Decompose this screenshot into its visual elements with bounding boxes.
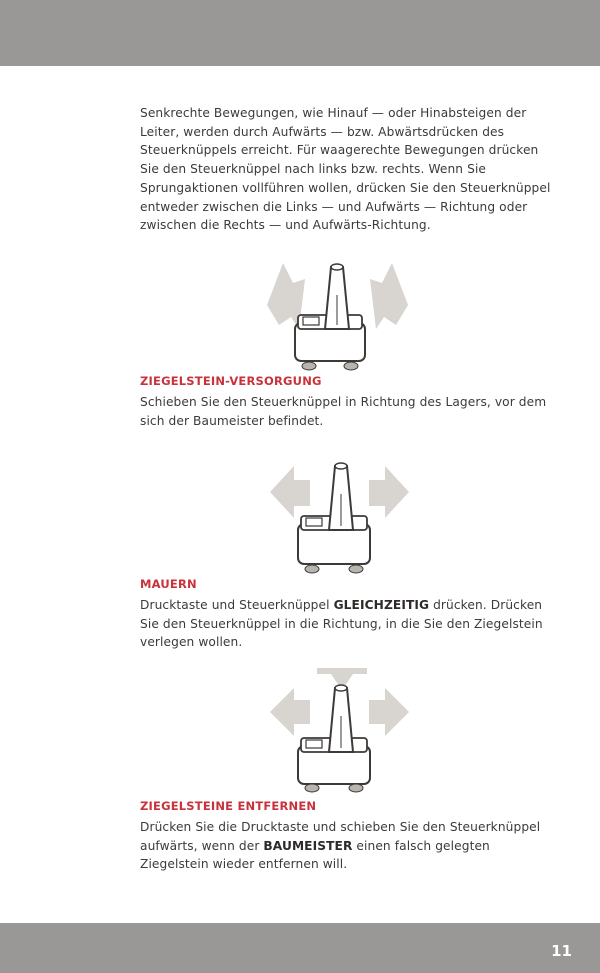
arrow-left-icon [270,688,310,736]
heading-ziegelsteine-entfernen: ZIEGELSTEINE ENTFERNEN [140,799,317,813]
paragraph-mauern: Drucktaste und Steuerknüppel GLEICHZEITIG drücken. Drücken Sie den Steuerknüppel in die Richtung, in die Sie den Ziegelstein verlegen wollen. [140,598,543,650]
joystick-icon [298,463,370,573]
joystick-illustration-2 [262,452,417,576]
intro-paragraph: Senkrechte Bewegungen, wie Hinauf — oder Hinabsteigen der Leiter, werden durch Aufwärts — bzw. Abwärtsdrücken des Steuerknüppels erreicht. Für waagerechte Bewegungen drücken Sie den Steuerknüppel nach links bzw. rechts. Wenn Sie Sprungaktionen vollführen wollen, drücken Sie den Steuerknüppel entweder zwischen die Links — und Aufwärts — Richtung oder zwischen die Rechts — und Aufwärts-Richtung. [140,106,551,233]
joystick-illustration-1 [255,255,420,373]
bottom-band [0,923,600,973]
joystick-illustration-3 [262,660,417,795]
emphasis-baumeister: BAUMEISTER [263,838,353,853]
paragraph-ziegelstein-versorgung: Schieben Sie den Steuerknüppel in Richtung des Lagers, vor dem sich der Baumeister befindet. [140,395,547,428]
top-band [0,0,600,66]
arrow-right-icon [369,466,409,518]
arrow-right-icon [369,688,409,736]
arrow-right-icon [370,263,408,329]
paragraph-ziegelsteine-entfernen: Drücken Sie die Drucktaste und schieben Sie den Steuerknüppel aufwärts, wenn der BAUMEISTER einen falsch gelegten Ziegelstein wieder entfernen will. [140,820,541,872]
arrow-left-icon [270,466,310,518]
page-number: 11 [551,942,572,960]
heading-ziegelstein-versorgung: ZIEGELSTEIN-VERSORGUNG [140,374,322,388]
heading-mauern: MAUERN [140,577,197,591]
emphasis-gleichzeitig: GLEICHZEITIG [333,598,430,612]
joystick-icon [295,264,365,370]
